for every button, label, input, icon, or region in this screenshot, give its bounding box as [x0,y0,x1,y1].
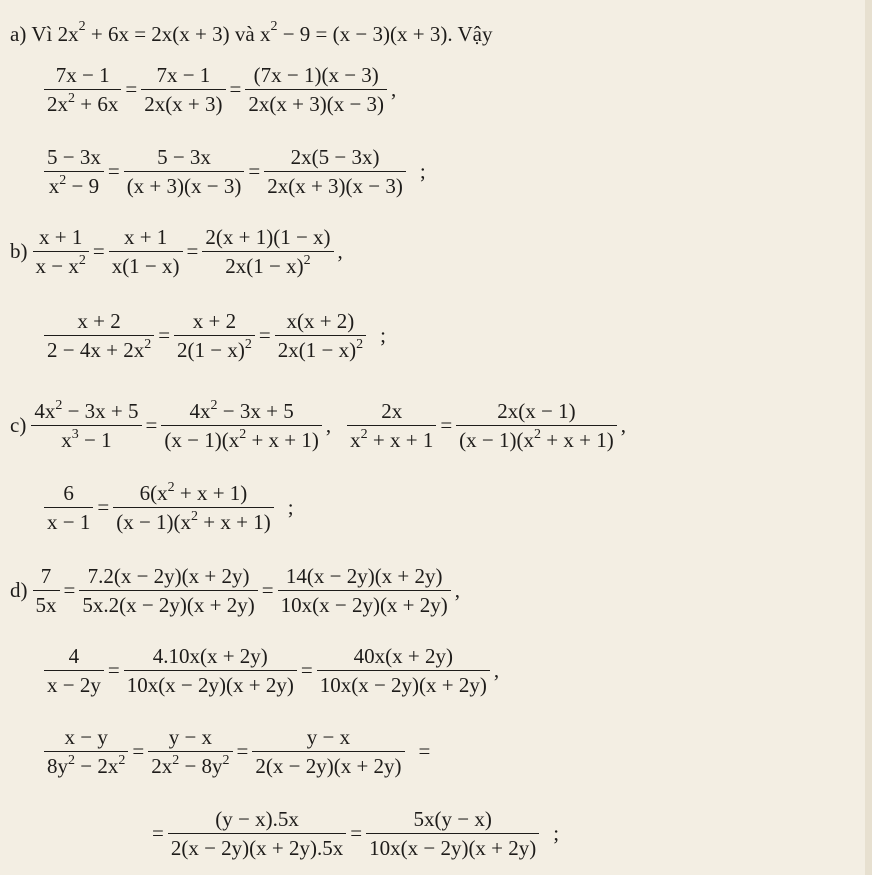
part-a-equation-2 [44,144,426,199]
fraction [44,724,128,779]
equals-sign: = [132,739,145,763]
numerator: 14(x − 2y)(x + 2y) [285,564,443,588]
denominator: 5x.2(x − 2y)(x + 2y) [82,593,255,617]
equals-sign: = [92,239,105,263]
numerator: x + 2 [77,309,121,333]
fraction [168,806,346,861]
denominator: $x - x^2$ [35,253,86,278]
denominator: 5x [35,593,57,617]
part-d-equation-3 [44,724,434,779]
numerator: 6 [63,481,74,505]
numerator: y − x [306,725,351,749]
numerator: x + 1 [39,225,83,249]
fraction [245,62,387,117]
fraction [366,806,539,861]
fraction [124,144,245,199]
denominator: (x + 3)(x − 3) [126,174,242,198]
numerator: 5 − 3x [157,145,211,169]
numerator: x − y [64,725,108,749]
page-edge [865,0,872,875]
equals-sign: = [229,77,242,101]
denominator: $x^2 + x + 1$ [350,427,434,452]
fraction [264,144,406,199]
equals-sign: = [125,77,138,101]
fraction [161,398,322,453]
numerator: y − x [168,725,213,749]
numerator: 2x(5 − 3x) [290,145,380,169]
comma: , [454,578,461,602]
fraction [113,480,274,535]
part-c-equation-2 [44,480,294,535]
numerator: 7x − 1 [55,63,110,87]
numerator: x(x + 2) [286,309,355,333]
denominator: 2(x − 2y)(x + 2y).5x [170,836,344,860]
part-d-label: d) [10,578,28,602]
equals-sign: = [107,658,120,682]
numerator: 4 [68,644,80,668]
denominator: x − 2y [47,673,101,697]
numerator: 7 [40,564,52,588]
fraction [202,224,333,279]
fraction [33,563,60,618]
denominator: x(1 − x) [111,254,180,278]
fraction [109,224,183,279]
fraction [275,308,366,363]
fraction [33,224,89,279]
equals-sign: = [145,413,158,437]
part-a-equation-1 [44,62,396,117]
fraction [44,62,121,117]
denominator: 10x(x − 2y)(x + 2y) [369,836,537,860]
fraction [44,480,93,535]
numerator: x + 1 [123,225,168,249]
part-c-equation-1 [10,398,626,453]
part-c-label: c) [10,413,27,437]
denominator: $(x - 1)(x^2 + x + 1)$ [459,427,614,452]
equals-sign: = [152,821,164,845]
numerator: 2x [381,399,403,423]
part-a-intro-row [10,19,493,47]
numerator: (y − x).5x [215,807,299,831]
numerator: $4x^2 - 3x + 5$ [34,398,139,423]
denominator: $2(1 - x)^2$ [177,337,252,362]
denominator: 2(x − 2y)(x + 2y) [255,754,402,778]
fraction [44,144,104,199]
numerator: $6(x^2 + x + 1)$ [139,480,248,505]
numerator: (7x − 1)(x − 3) [253,63,379,87]
semicolon: ; [287,495,294,519]
fraction [141,62,225,117]
denominator: 2x(x + 3)(x − 3) [248,92,385,116]
part-a-label: a) [10,22,27,46]
denominator: $(x - 1)(x^2 + x + 1)$ [164,427,319,452]
denominator: 10x(x − 2y)(x + 2y) [319,673,487,697]
fraction [31,398,141,453]
numerator: 4.10x(x + 2y) [152,644,268,668]
denominator: 10x(x − 2y)(x + 2y) [280,593,448,617]
comma: , [620,413,626,437]
equals-sign: = [63,578,76,602]
numerator: 7x − 1 [156,63,211,87]
numerator: 2x(x − 1) [497,399,576,423]
numerator: x + 2 [192,309,237,333]
numerator: 5 − 3x [47,145,101,169]
numerator: 2(x + 1)(1 − x) [205,225,331,249]
semicolon: ; [380,323,386,347]
denominator: $2 - 4x + 2x^2$ [47,337,152,362]
equals-sign: = [107,159,120,183]
fraction [44,643,104,698]
part-b-equation-1 [10,224,343,279]
comma: , [493,658,500,682]
equals-sign: = [350,821,363,845]
comma: , [337,239,343,263]
denominator: 10x(x − 2y)(x + 2y) [126,673,294,697]
denominator: $x^2 - 9$ [48,173,100,198]
denominator: 2x(x + 3) [144,92,223,116]
denominator: 2x(x + 3)(x − 3) [267,174,403,198]
fraction [44,308,154,363]
part-b-label: b) [10,239,28,263]
denominator: $2x^2 - 8y^2$ [151,753,230,778]
numerator: 7.2(x − 2y)(x + 2y) [87,564,250,588]
fraction [124,643,297,698]
numerator: $4x^2 - 3x + 5$ [189,398,294,423]
comma: , [391,77,397,101]
fraction [174,308,255,363]
fraction [252,724,404,779]
fraction [148,724,232,779]
semicolon: ; [553,821,560,845]
denominator: $2x(1 - x)^2$ [277,337,364,362]
denominator: $8y^2 - 2x^2$ [47,753,126,778]
comma: , [325,413,332,437]
part-b-equation-2 [44,308,386,363]
denominator: $2x^2 + 6x$ [47,91,119,116]
equals-sign: = [440,413,453,437]
fraction [456,398,617,453]
equals-sign: = [186,239,199,263]
denominator: x − 1 [47,510,91,534]
part-a-intro: Vì $2x^2 + 6x = 2x(x + 3)$ và $x^2 - 9 = (x - 3)(x + 3)$. Vậy [31,19,493,46]
denominator: $x^3 - 1$ [61,427,112,452]
semicolon: ; [419,159,426,183]
equals-sign: = [97,495,110,519]
fraction [278,563,451,618]
equals-sign: = [158,323,171,347]
part-d-equation-4 [148,806,559,861]
numerator: 5x(y − x) [413,807,492,831]
part-d-equation-2 [44,643,499,698]
equals-sign: = [418,739,431,763]
denominator: $(x - 1)(x^2 + x + 1)$ [116,509,271,534]
fraction [347,398,436,453]
equals-sign: = [236,739,249,763]
denominator: $2x(1 - x)^2$ [225,253,311,278]
equals-sign: = [248,159,261,183]
numerator: 40x(x + 2y) [353,644,453,668]
equals-sign: = [258,323,271,347]
equals-sign: = [261,578,274,602]
part-d-equation-1 [10,563,460,618]
fraction [317,643,490,698]
equals-sign: = [300,658,313,682]
fraction [79,563,257,618]
